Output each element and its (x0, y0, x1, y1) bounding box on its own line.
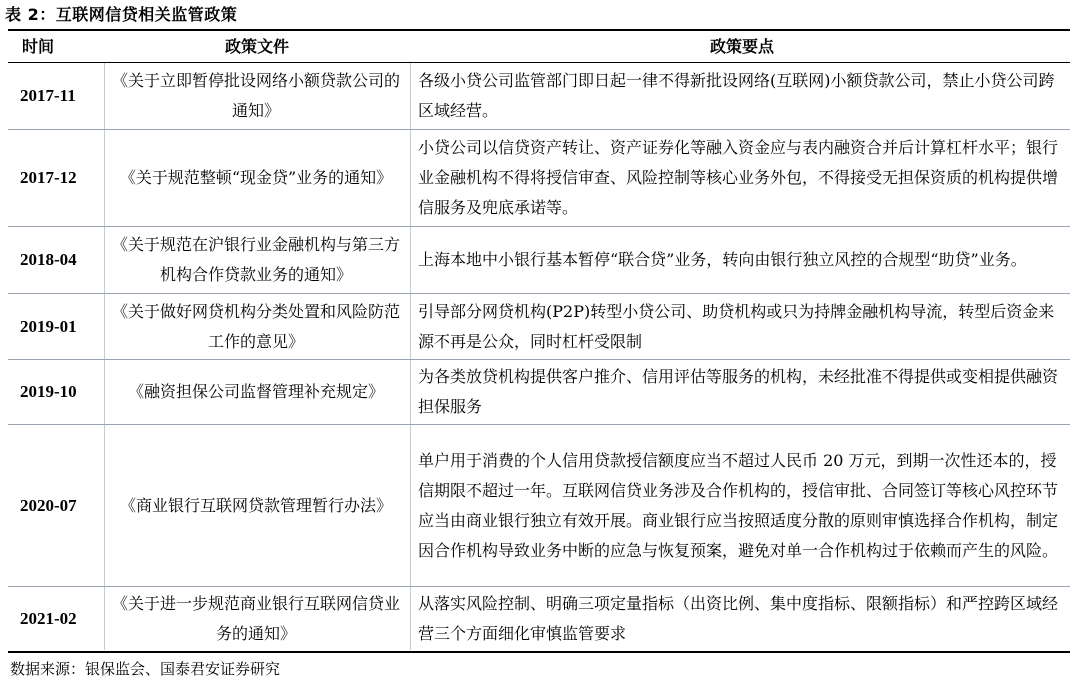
row-date: 2018-04 (20, 250, 77, 269)
header-policy-document: 政策文件 (224, 37, 289, 56)
row-description: 为各类放贷机构提供客户推介、信用评估等服务的机构，未经批准不得提供或变相提供融资担保服务 (418, 367, 1059, 416)
row-document (108, 227, 404, 293)
header-time: 时间 (22, 37, 55, 56)
row-document-text: 《融资担保公司监督管理补充规定》 (127, 382, 384, 401)
row-document (108, 130, 404, 226)
row-date: 2017-11 (20, 86, 76, 105)
table-row (8, 425, 1070, 587)
row-document (108, 63, 404, 129)
table-row (8, 294, 1070, 360)
row-document-text: 《关于规范整顿“现金贷”业务的通知》 (119, 168, 393, 187)
row-date: 2021-02 (20, 608, 77, 628)
row-date: 2017-12 (20, 168, 77, 187)
row-document (108, 360, 404, 424)
data-source-note: 数据来源：银保监会、国泰君安证券研究 (10, 660, 281, 678)
row-description: 单户用于消费的个人信用贷款授信额度应当不超过人民币 20 万元，到期一次性还本的，授信期限不超过一年。互联网信贷业务涉及合作机构的，授信审批、合同签订等核心风控环节应当由商业银行独立有效开展。商业银行应当按照适度分散的原则审慎选择合作机构，制定因合作机构导致业务中断的应急与恢复预案，避免对单一合作机构过于依赖而产生的风险。 (418, 450, 1059, 560)
row-document (108, 425, 404, 586)
header-policy-points: 政策要点 (709, 37, 774, 56)
table-row (8, 63, 1070, 130)
row-date: 2019-10 (20, 382, 77, 401)
row-description: 小贷公司以信贷资产转让、资产证券化等融入资金应与表内融资合并后计算杠杆水平；银行业金融机构不得将授信审查、风险控制等核心业务外包，不得接受无担保资质的机构提供增信服务及兜底承诺等。 (418, 138, 1059, 217)
row-document-text: 《关于规范在沪银行业金融机构与第三方机构合作贷款业务的通知》 (111, 235, 400, 284)
table-bottom-rule (8, 651, 1070, 653)
table-row (8, 587, 1070, 651)
row-description: 引导部分网贷机构(P2P)转型小贷公司、助贷机构或只为持牌金融机构导流，转型后资金来源不再是公众，同时杠杆受限制 (418, 301, 1055, 351)
table-row (8, 360, 1070, 425)
row-date: 2020-07 (20, 495, 77, 515)
row-description: 各级小贷公司监管部门即日起一律不得新批设网络(互联网)小额贷款公司，禁止小贷公司跨区域经营。 (418, 71, 1055, 120)
row-document-text: 《关于立即暂停批设网络小额贷款公司的通知》 (111, 71, 400, 120)
row-date: 2019-01 (20, 316, 77, 336)
row-description: 上海本地中小银行基本暂停“联合贷”业务，转向由银行独立风控的合规型“助贷”业务。 (418, 250, 1027, 269)
table-caption: 表 2：互联网信贷相关监管政策 (5, 5, 238, 24)
table-row (8, 130, 1070, 227)
row-document-text: 《关于做好网贷机构分类处置和风险防范工作的意见》 (111, 301, 400, 351)
row-document (108, 587, 404, 650)
table-row (8, 227, 1070, 294)
row-document-text: 《关于进一步规范商业银行互联网信贷业务的通知》 (111, 593, 400, 643)
row-document-text: 《商业银行互联网贷款管理暂行办法》 (119, 495, 392, 515)
row-description: 从落实风险控制、明确三项定量指标（出资比例、集中度指标、限额指标）和严控跨区域经营三个方面细化审慎监管要求 (418, 593, 1059, 643)
row-document (108, 294, 404, 359)
